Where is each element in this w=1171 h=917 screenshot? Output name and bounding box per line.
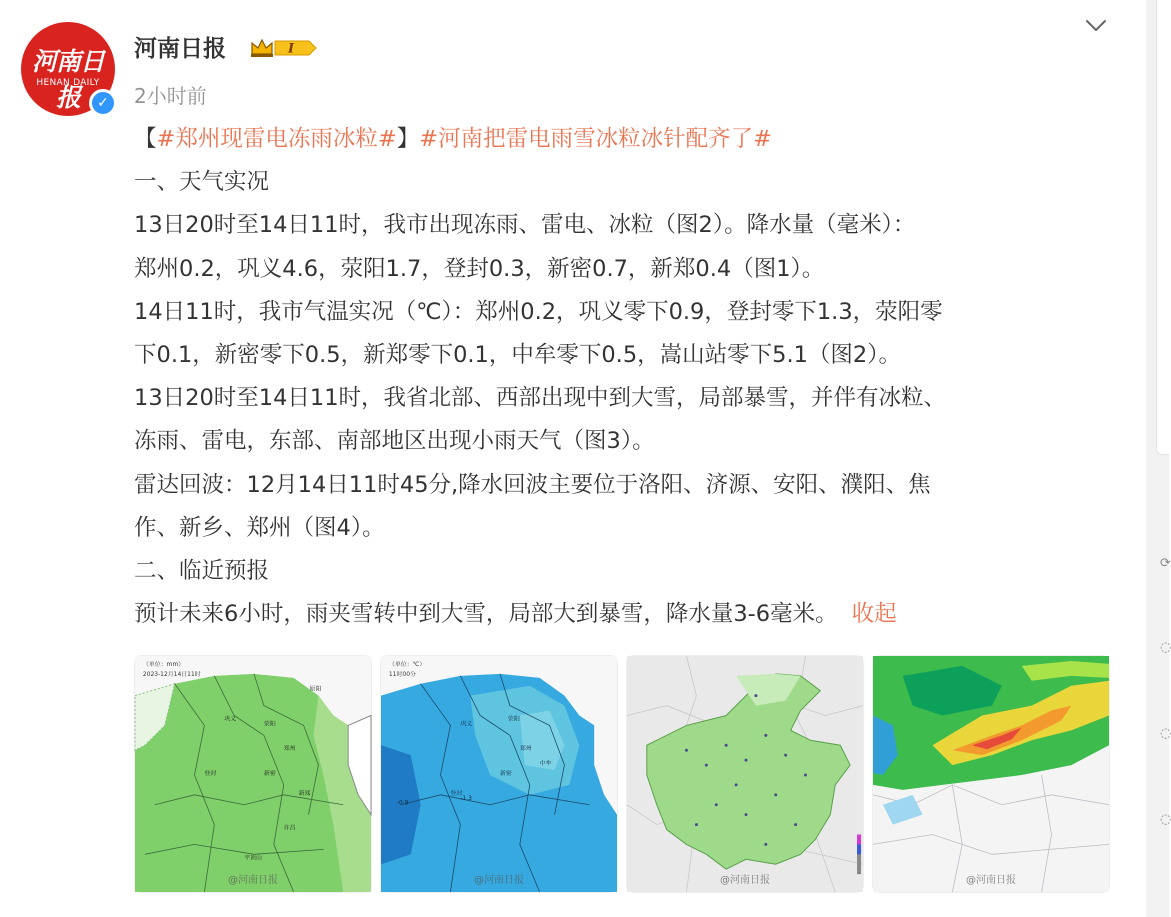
content-line-1 bbox=[134, 118, 1114, 161]
content-line-2: 一、天气实况 bbox=[134, 169, 270, 196]
right-sidebar-edge bbox=[1146, 0, 1169, 917]
content-line-12 bbox=[134, 593, 1114, 636]
content-line-3: 13日20时至14日11时，我市出现冻雨、雷电、冰粒（图2）。降水量（毫米）： bbox=[134, 212, 916, 239]
svg-text:-0.9: -0.9 bbox=[396, 799, 409, 807]
radar-map-image bbox=[873, 656, 1109, 892]
hashtag-henan[interactable]: #河南把雷电雨雪冰粒冰针配齐了# bbox=[419, 126, 772, 152]
sidebar-partial-icon[interactable]: ◌ bbox=[1160, 640, 1171, 655]
temperature-map-image bbox=[381, 656, 617, 892]
badge-level: I bbox=[287, 41, 295, 57]
precipitation-map-image bbox=[135, 656, 371, 892]
post-time[interactable]: 2小时前 bbox=[134, 84, 207, 108]
precip-map-header-date: 2023-12月14日11时 bbox=[142, 670, 201, 678]
content-line-5: 14日11时，我市气温实况（℃）：郑州0.2，巩义零下0.9，登封零下1.3，荥阳零 bbox=[134, 298, 943, 325]
content-line-8: 冻雨、雷电，东部、南部地区出现小雨天气（图3）。 bbox=[134, 428, 655, 455]
avatar-logo-text: 河南日报 bbox=[31, 47, 104, 112]
avatar-logo-subtitle: HENAN DAILY bbox=[36, 78, 100, 88]
forecast-text: 预计未来6小时，雨夹雪转中到大雪，局部大到暴雪，降水量3-6毫米。 bbox=[134, 601, 838, 628]
image-watermark: @河南日报 bbox=[474, 875, 524, 886]
svg-text:登封: 登封 bbox=[204, 769, 217, 777]
image-watermark: @河南日报 bbox=[966, 875, 1016, 886]
temp-map-header-unit: （单位：℃） bbox=[388, 660, 426, 668]
verified-icon: ✓ bbox=[89, 89, 117, 117]
content-line-10: 作、新乡、郑州（图4）。 bbox=[134, 514, 385, 541]
svg-text:巩义: 巩义 bbox=[224, 715, 237, 723]
title-bracket-close: 】 bbox=[396, 126, 420, 152]
image-thumb-temperature[interactable] bbox=[380, 655, 618, 893]
title-bracket-open: 【 bbox=[134, 126, 157, 152]
svg-text:荥阳: 荥阳 bbox=[263, 720, 276, 728]
hashtag-zhengzhou[interactable]: #郑州现雷电冻雨冰粒# bbox=[156, 126, 397, 152]
post-content bbox=[134, 118, 1114, 636]
svg-text:原阳: 原阳 bbox=[309, 685, 322, 693]
precip-map-header-unit: （单位：mm） bbox=[142, 660, 185, 668]
svg-text:新郑: 新郑 bbox=[298, 789, 311, 797]
province-weather-map-image bbox=[627, 656, 863, 892]
image-watermark: @河南日报 bbox=[228, 875, 278, 886]
sidebar-partial-icon[interactable]: ◌ bbox=[1160, 726, 1171, 741]
content-line-4: 郑州0.2，巩义4.6，荥阳1.7，登封0.3，新密0.7，新郑0.4（图1）。 bbox=[134, 255, 825, 282]
member-crown-badge-icon[interactable] bbox=[249, 36, 319, 60]
svg-text:许昌: 许昌 bbox=[283, 824, 296, 832]
svg-text:郑州: 郑州 bbox=[519, 745, 532, 753]
image-watermark: @河南日报 bbox=[720, 875, 770, 886]
collapse-link[interactable]: 收起 bbox=[851, 601, 897, 628]
content-line-11: 二、临近预报 bbox=[134, 557, 270, 584]
author-name[interactable]: 河南日报 bbox=[134, 36, 226, 62]
sidebar-partial-icon[interactable]: ◌ bbox=[1160, 812, 1171, 827]
chevron-down-icon[interactable] bbox=[1084, 14, 1108, 38]
image-thumb-radar[interactable] bbox=[872, 655, 1110, 893]
image-thumb-province[interactable] bbox=[626, 655, 864, 893]
content-line-6: 下0.1，新密零下0.5，新郑零下0.1，中牟零下0.5，嵩山站零下5.1（图2）。 bbox=[134, 341, 901, 368]
svg-text:新密: 新密 bbox=[263, 769, 276, 777]
svg-text:郑州: 郑州 bbox=[283, 745, 296, 753]
svg-text:平顶山: 平顶山 bbox=[244, 854, 262, 862]
svg-text:巩义: 巩义 bbox=[460, 720, 473, 728]
svg-text:登封: 登封 bbox=[450, 789, 463, 797]
image-thumb-precipitation[interactable] bbox=[134, 655, 372, 893]
svg-text:-1.3: -1.3 bbox=[460, 794, 472, 802]
sidebar-partial-icon[interactable]: ⟳ bbox=[1160, 556, 1171, 571]
svg-text:新密: 新密 bbox=[499, 769, 512, 777]
image-gallery bbox=[134, 655, 1114, 893]
content-line-9: 雷达回波：12月14日11时45分,降水回波主要位于洛阳、济源、安阳、濮阳、焦 bbox=[134, 471, 931, 498]
svg-text:荥阳: 荥阳 bbox=[507, 715, 520, 723]
content-line-7: 13日20时至14日11时，我省北部、西部出现中到大雪，局部暴雪，并伴有冰粒、 bbox=[134, 385, 947, 412]
sidebar-panel-edge bbox=[1156, 0, 1169, 455]
svg-text:中牟: 中牟 bbox=[539, 760, 552, 768]
temp-map-header-time: 11时00分 bbox=[388, 670, 416, 678]
